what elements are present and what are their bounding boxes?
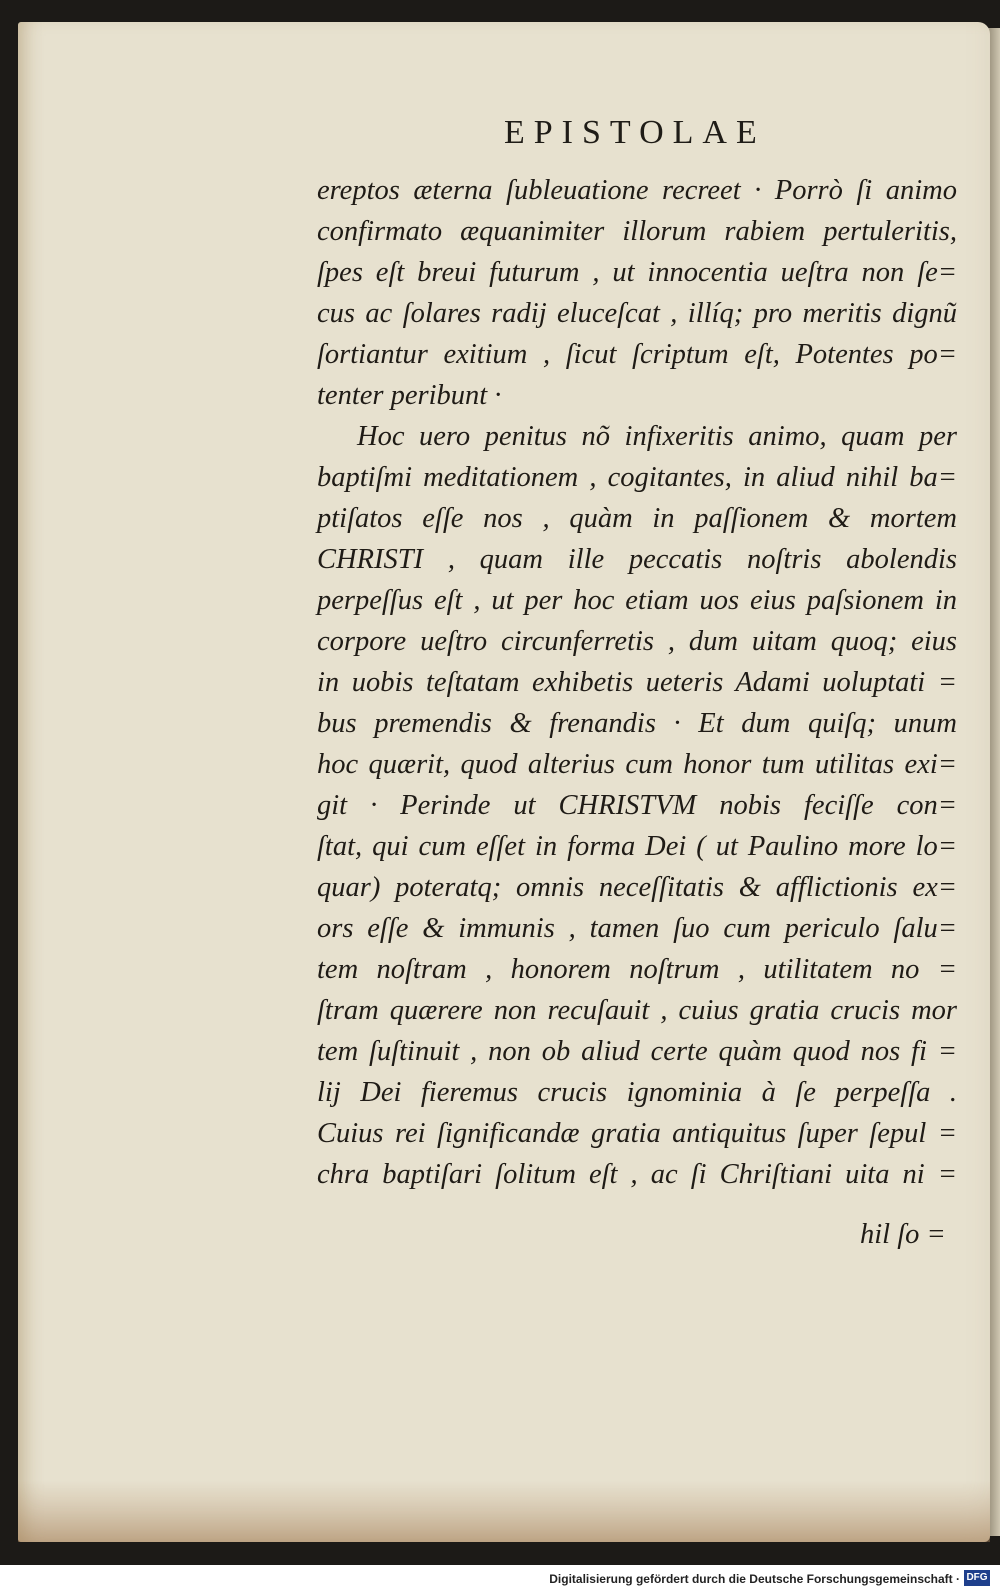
text-line: bus premendis & frenandis · Et dum quiſq; unum [317, 708, 957, 739]
text-line: perpeſſus eſt , ut per hoc etiam uos eius paſsionem in [317, 585, 957, 616]
text-line: hoc quærit, quod alterius cum honor tum utilitas exi= [317, 749, 957, 780]
text-line: ereptos æterna ſubleuatione recreet · Porrò ſi animo [317, 175, 957, 206]
text-line: git · Perinde ut CHRISTVM nobis feciſſe con= [317, 790, 957, 821]
catchword: hil ſo = [860, 1219, 946, 1250]
text-line: Hoc uero penitus nõ infixeritis animo, quam per [357, 421, 957, 452]
text-line: cus ac ſolares radij eluceſcat , illíq; pro meritis dignũ [317, 298, 957, 329]
text-line: confirmato æquanimiter illorum rabiem pertuleritis, [317, 216, 957, 247]
text-line: ſpes eſt breui futurum , ut innocentia ueſtra non ſe= [317, 257, 957, 288]
text-line: ptiſatos eſſe nos , quàm in paſſionem & mortem [317, 503, 957, 534]
text-line: lij Dei fieremus crucis ignominia à ſe perpeſſa . [317, 1077, 957, 1108]
text-line: chra baptiſari ſolitum eſt , ac ſi Chriſtiani uita ni = [317, 1159, 957, 1190]
text-line: ſtat, qui cum eſſet in forma Dei ( ut Paulino more lo= [317, 831, 957, 862]
text-line: quar) poteratq; omnis neceſſitatis & afflictionis ex= [317, 872, 957, 903]
text-line: corpore ueſtro circunferretis , dum uitam quoq; eius [317, 626, 957, 657]
running-head: EPISTOLAE [504, 114, 766, 151]
text-line: CHRISTI , quam ille peccatis noſtris abolendis [317, 544, 957, 575]
text-line: tem ſuſtinuit , non ob aliud certe quàm quod nos fi = [317, 1036, 957, 1067]
text-line: ors eſſe & immunis , tamen ſuo cum periculo ſalu= [317, 913, 957, 944]
body-text [317, 170, 957, 1195]
page-stain [18, 1480, 990, 1542]
dfg-logo: DFG [964, 1570, 990, 1586]
footer-credit: Digitalisierung gefördert durch die Deutsche Forschungsgemeinschaft · [549, 1572, 960, 1586]
text-line: tenter peribunt · [317, 380, 502, 411]
text-line: tem noſtram , honorem noſtrum , utilitatem no = [317, 954, 957, 985]
text-line: baptiſmi meditationem , cogitantes, in aliud nihil ba= [317, 462, 957, 493]
text-line: in uobis teſtatam exhibetis ueteris Adami uoluptati = [317, 667, 957, 698]
text-line: ſtram quærere non recuſauit , cuius gratia crucis mor [317, 995, 957, 1026]
text-line: Cuius rei ſignificandæ gratia antiquitus ſuper ſepul = [317, 1118, 957, 1149]
text-line: ſortiantur exitium , ſicut ſcriptum eſt, Potentes po= [317, 339, 957, 370]
